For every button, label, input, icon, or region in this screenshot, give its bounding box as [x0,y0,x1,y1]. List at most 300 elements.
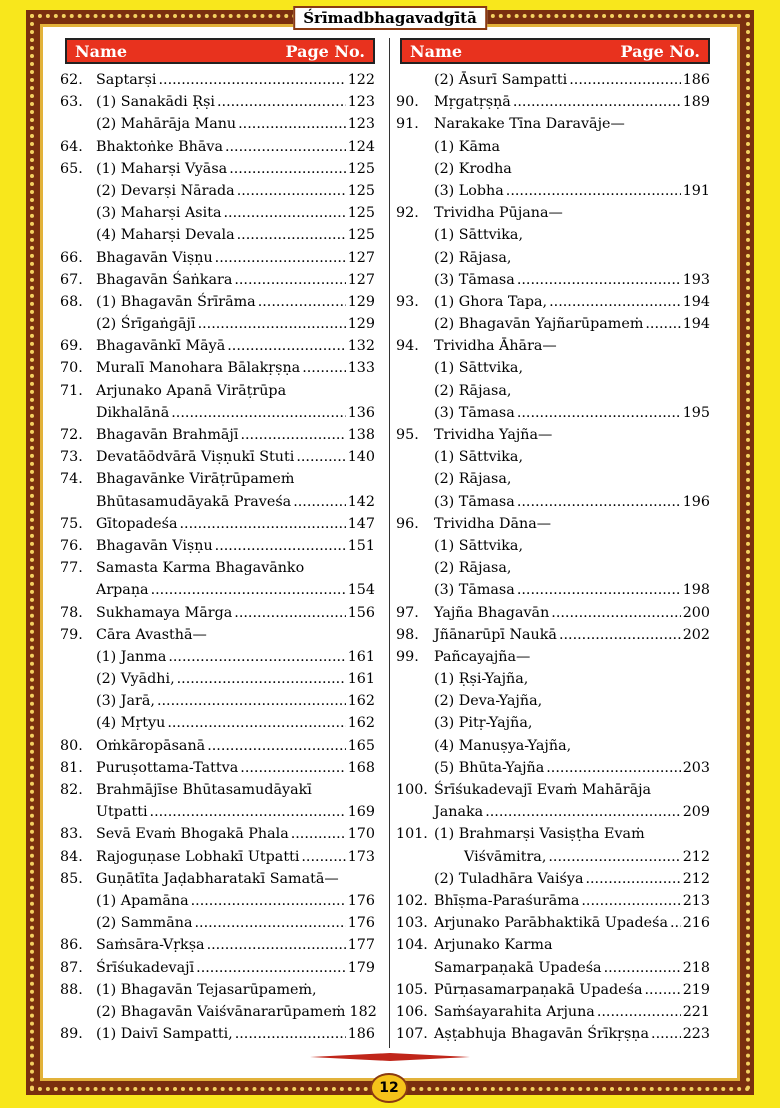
dot-leader [237,224,346,246]
dot-leader [546,757,680,779]
toc-entry [400,579,710,601]
entry-number: 92. [396,205,419,222]
entry-number: 69. [60,338,83,355]
entry-title: (1) Bhagavān Śrīrāma [96,293,256,310]
page-header-label: Page No. [620,41,700,61]
dot-leader [158,69,345,91]
entry-page: 209 [682,804,710,821]
dot-leader [167,712,345,734]
toc-entry [60,269,375,291]
dot-leader [569,69,680,91]
toc-entry [396,113,710,135]
entry-title: Trividha Āhāra— [434,338,557,355]
entry-number: 80. [60,737,83,754]
entry-page: 147 [347,515,375,532]
entry-title: (1) Bhagavān Tejasarūpameṁ, [96,981,317,998]
dot-leader [238,113,346,135]
entry-title: (2) Rājasa, [434,560,512,577]
toc-entry [60,602,375,624]
entry-page: 176 [347,892,375,909]
dot-leader [234,602,345,624]
column-divider [389,38,390,1048]
toc-entry [60,979,375,1001]
entry-title: (3) Tāmasa [434,493,515,510]
dot-leader [227,335,345,357]
toc-entry [60,735,375,757]
entry-title: (1) Sāttvika, [434,537,523,554]
entry-number: 84. [60,848,83,865]
entry-number: 106. [396,1003,428,1020]
entry-number: 68. [60,293,83,310]
dot-leader [177,668,346,690]
entry-page: 186 [682,72,710,88]
entry-title: Trividha Pūjana— [434,205,563,222]
toc-entry [65,313,375,335]
entry-page: 132 [347,338,375,355]
entry-page: 179 [347,959,375,976]
entry-title: (2) Bhagavān Vaiśvānararūpameṁ [96,1003,346,1020]
entry-number: 87. [60,959,83,976]
toc-entry [60,335,375,357]
toc-entry [60,557,375,579]
toc-entry [65,890,375,912]
page-title: Śrīmadbhagavadgītā [293,6,487,30]
toc-entry [65,113,375,135]
toc-entry [396,424,710,446]
toc-entry [65,668,375,690]
dot-leader [581,890,680,912]
toc-entry [396,779,710,801]
toc-entry [396,624,710,646]
dot-leader [645,313,680,335]
entry-page: 161 [347,671,375,688]
entry-page: 125 [347,227,375,244]
entry-title: (3) Tāmasa [434,582,515,599]
entry-page: 162 [347,715,375,732]
entry-number: 83. [60,826,83,843]
toc-entry [400,846,710,868]
toc-entry [65,912,375,934]
dot-leader [215,247,346,269]
toc-entry [400,557,710,579]
right-column-header [400,38,710,64]
dot-leader [191,890,346,912]
entry-number: 86. [60,937,83,954]
dot-leader [235,1023,346,1045]
dot-leader [157,690,346,712]
entry-title: Puruṣottama-Tattva [96,759,239,776]
toc-entry [400,180,710,202]
entry-number: 105. [396,981,428,998]
entry-title: Rajoguṇase Lobhakī Utpatti [96,848,300,865]
toc-entry [396,979,710,1001]
toc-entry [65,224,375,246]
left-column-header [65,38,375,64]
entry-title: (2) Tuladhāra Vaiśya [434,870,584,887]
toc-entry [400,69,710,91]
entry-number: 79. [60,626,83,643]
toc-entry [396,91,710,113]
entry-title: (2) Mahārāja Manu [96,116,237,133]
entry-page: 162 [347,693,375,710]
dot-leader [217,91,346,113]
entry-title: (2) Vyādhi, [96,671,175,688]
dot-leader [506,180,681,202]
entry-number: 75. [60,515,83,532]
toc-entry [65,402,375,424]
entry-page: 182 [349,1003,377,1020]
toc-entry [400,247,710,269]
entry-page: 140 [347,449,375,466]
entry-title: (5) Bhūta-Yajña [434,759,545,776]
entry-page: 193 [682,271,710,288]
dot-leader [517,491,681,513]
dot-leader [293,491,346,513]
page-header-label: Page No. [285,41,365,61]
entry-title: (1) Sāttvika, [434,227,523,244]
entry-title: (2) Bhagavān Yajñarūpameṁ [434,316,644,333]
toc-entry [396,1001,710,1023]
entry-title: Bhaktoṅke Bhāva [96,138,223,155]
entry-page: 196 [682,493,710,510]
entry-title: (1) Janma [96,648,167,665]
toc-entry [60,446,375,468]
toc-entry [400,402,710,424]
entry-page: 177 [347,937,375,954]
dot-leader [225,136,346,158]
entry-title: (3) Pitṛ-Yajña, [434,715,533,732]
entry-page: 125 [347,205,375,222]
toc-entry [60,957,375,979]
dot-leader [151,579,346,601]
dot-leader [168,646,345,668]
entry-title: (2) Śrīgaṅgājī [96,316,196,333]
entry-number: 101. [396,826,428,843]
entry-page: 127 [347,271,375,288]
entry-title: Trividha Dāna— [434,515,552,532]
entry-title: Oṁkāropāsanā [96,737,206,754]
entry-number: 70. [60,360,83,377]
toc-entry [396,1023,710,1045]
name-header-label: Name [75,41,128,61]
entry-title: (2) Krodha [434,160,512,177]
entry-number: 95. [396,427,419,443]
dot-leader [670,912,681,934]
toc-entry [60,158,375,180]
entry-title: Sevā Evaṁ Bhogakā Phala [96,826,289,843]
entry-title: (1) Sāttvika, [434,360,523,377]
entry-number: 85. [60,870,83,887]
entry-title: Bhagavān Viṣṇu [96,537,213,554]
toc-entry [60,1023,375,1045]
toc-entry [60,757,375,779]
dot-leader [229,158,346,180]
toc-entry [65,646,375,668]
toc-entry [60,357,375,379]
entry-title: Bhīṣma-Paraśurāma [434,892,580,909]
entry-title: (3) Tāmasa [434,271,515,288]
entry-page: 212 [682,848,710,865]
entry-page: 216 [682,915,710,932]
entry-number: 104. [396,937,428,954]
entry-page: 194 [682,316,710,333]
dot-leader [517,269,681,291]
entry-title: Utpatti [96,804,148,821]
entry-page: 165 [347,737,375,754]
entry-title: Bhagavān Brahmājī [96,427,239,443]
entry-page: 138 [347,427,375,443]
dot-leader [207,735,346,757]
entry-page: 124 [347,138,375,155]
entry-number: 77. [60,560,83,577]
entry-title: (3) Tāmasa [434,404,515,421]
entry-number: 72. [60,427,83,443]
entry-page: 170 [347,826,375,843]
dot-leader [291,823,346,845]
entry-page: 161 [347,648,375,665]
entry-title: Bhagavān Viṣṇu [96,249,213,266]
entry-title: (4) Mṛtyu [96,715,166,732]
toc-entry [65,202,375,224]
toc-entry [65,180,375,202]
entry-title: Mṛgatṛṣṇā [434,94,511,111]
entry-number: 89. [60,1026,83,1043]
toc-entry [400,313,710,335]
entry-title: Saptarṣi [96,72,157,88]
entry-title: (4) Manuṣya-Yajña, [434,737,572,754]
entry-page: 189 [682,94,710,111]
entry-title: (2) Deva-Yajña, [434,693,543,710]
toc-entry [60,779,375,801]
entry-page: 202 [682,626,710,643]
entry-number: 65. [60,160,83,177]
toc-entry [65,690,375,712]
entry-number: 82. [60,782,83,798]
dot-leader [150,801,346,823]
right-entries [396,69,710,1045]
entry-title: Arpaṇa [96,582,149,599]
entry-page: 223 [682,1026,710,1043]
dot-leader [198,313,346,335]
entry-page: 123 [347,94,375,111]
entry-title: (3) Lobha [434,182,504,199]
dot-leader [301,846,345,868]
toc-entry [400,957,710,979]
toc-entry [400,158,710,180]
entry-title: Aṣṭabhuja Bhagavān Śrīkṛṣṇa [434,1026,650,1043]
entry-number: 63. [60,94,83,111]
entry-page: 194 [682,293,710,310]
entry-title: (3) Jarā, [96,693,155,710]
entry-page: 136 [347,404,375,421]
toc-entry [396,202,710,224]
entry-number: 94. [396,338,419,355]
dot-leader [302,357,346,379]
toc-entry [396,602,710,624]
entry-title: (2) Āsurī Sampatti [434,72,568,88]
entry-title: Pañcayajña— [434,648,531,665]
entry-number: 78. [60,604,83,621]
toc-entry [400,868,710,890]
toc-entry [65,491,375,513]
dot-leader [597,1001,681,1023]
footer-ornament [310,1053,470,1061]
entry-number: 67. [60,271,83,288]
toc-entry [60,91,375,113]
dot-leader [180,513,346,535]
entry-title: (1) Ghora Tapa, [434,293,548,310]
toc-entry [65,579,375,601]
entry-page: 123 [347,116,375,133]
entry-title: Samasta Karma Bhagavānko [96,560,305,577]
entry-title: (2) Devarṣi Nārada [96,182,235,199]
dot-leader [223,202,345,224]
toc-entry [400,712,710,734]
dot-leader [237,180,346,202]
entry-title: Devatāōdvārā Viṣṇukī Stuti [96,449,295,466]
entry-number: 88. [60,981,83,998]
entry-title: (2) Sammāna [96,915,193,932]
entry-title: Arjunako Apanā Virāṭrūpa [96,382,287,399]
entry-page: 219 [682,981,710,998]
entry-title: (1) Apamāna [96,892,189,909]
dot-leader [585,868,680,890]
entry-title: Samarpaṇakā Upadeśa [434,959,602,976]
entry-number: 66. [60,249,83,266]
entry-page: 198 [682,582,710,599]
dot-leader [517,579,681,601]
dot-leader [485,801,681,823]
entry-title: Bhagavānkī Māyā [96,338,226,355]
entry-page: 173 [347,848,375,865]
dot-leader [517,402,681,424]
entry-title: Pūrṇasamarpaṇakā Upadeśa [434,981,643,998]
entry-title: (1) Brahmarṣi Vasiṣṭha Evaṁ [434,826,645,843]
entry-title: Śrīśukadevajī Evaṁ Mahārāja [434,782,652,798]
dot-leader [651,1023,681,1045]
toc-entry [400,690,710,712]
dot-leader [645,979,681,1001]
entry-page: 133 [347,360,375,377]
toc-entry [396,513,710,535]
entry-title: Jñānarūpī Naukā [434,626,557,643]
toc-entry [400,357,710,379]
entry-page: 142 [347,493,375,510]
entry-page: 169 [347,804,375,821]
dot-leader [296,446,345,468]
toc-entry [396,890,710,912]
toc-entry [400,668,710,690]
entry-title: (1) Daivī Sampatti, [96,1026,233,1043]
dot-leader [215,535,346,557]
dot-leader [240,424,345,446]
toc-entry [396,934,710,956]
entry-number: 91. [396,116,419,133]
entry-title: Yajña Bhagavān [434,604,550,621]
entry-title: (1) Kāma [434,138,501,155]
entry-number: 103. [396,915,428,932]
toc-entry [65,801,375,823]
entry-number: 96. [396,515,419,532]
entry-page: 221 [682,1003,710,1020]
toc-entry [60,823,375,845]
dot-leader [513,91,681,113]
entry-title: (4) Maharṣi Devala [96,227,235,244]
entry-title: Saṁśayarahita Arjuna [434,1003,595,1020]
entry-number: 107. [396,1026,428,1043]
page-number: 12 [370,1073,408,1103]
right-column [396,38,710,1045]
entry-number: 76. [60,537,83,554]
dot-leader [604,957,681,979]
toc-entry [400,468,710,490]
toc-entry [400,535,710,557]
entry-page: 122 [347,72,375,88]
dot-leader [240,757,345,779]
entry-title: (2) Rājasa, [434,249,512,266]
toc-entry [65,712,375,734]
dot-leader [207,934,346,956]
entry-page: 213 [682,892,710,909]
toc-entry [400,757,710,779]
entry-title: Bhagavān Śaṅkara [96,271,233,288]
entry-title: Janaka [434,804,484,821]
entry-number: 81. [60,759,83,776]
entry-title: Guṇātīta Jaḍabharatakī Samatā— [96,870,339,887]
entry-title: Gītopadeśa [96,515,178,532]
toc-entry [60,424,375,446]
toc-entry [60,69,375,91]
entry-title: Viśvāmitra, [464,848,547,865]
entry-title: Bhūtasamudāyakā Praveśa [96,493,292,510]
entry-page: 195 [682,404,710,421]
toc-entry [60,380,375,402]
dot-leader [234,269,345,291]
dot-leader [549,291,681,313]
entry-title: Cāra Avasthā— [96,626,207,643]
dot-leader [258,291,346,313]
entry-number: 102. [396,892,428,909]
entry-page: 218 [682,959,710,976]
dot-leader [171,402,345,424]
entry-title: (1) Sanakādi Ṛṣi [96,94,215,111]
toc-entry [400,446,710,468]
toc-entry [400,136,710,158]
entry-title: (1) Ṛṣi-Yajña, [434,671,529,688]
entry-title: (1) Sāttvika, [434,449,523,466]
entry-number: 93. [396,293,419,310]
entry-page: 191 [682,182,710,199]
toc-entry [400,269,710,291]
entry-page: 129 [347,293,375,310]
entry-page: 156 [347,604,375,621]
left-column [60,38,377,1045]
entry-title: (1) Maharṣi Vyāsa [96,160,228,177]
dot-leader [551,602,680,624]
entry-title: Bhagavānke Virāṭrūpameṁ [96,471,295,488]
entry-title: Brahmājīse Bhūtasamudāyakī [96,782,312,798]
entry-number: 74. [60,471,83,488]
entry-number: 97. [396,604,419,621]
toc-entry [396,335,710,357]
entry-number: 73. [60,449,83,466]
toc-entry [60,934,375,956]
entry-page: 129 [347,316,375,333]
toc-entry [400,735,710,757]
entry-number: 62. [60,72,83,88]
entry-title: Arjunako Parābhaktikā Upadeśa [434,915,668,932]
left-entries [60,69,377,1045]
